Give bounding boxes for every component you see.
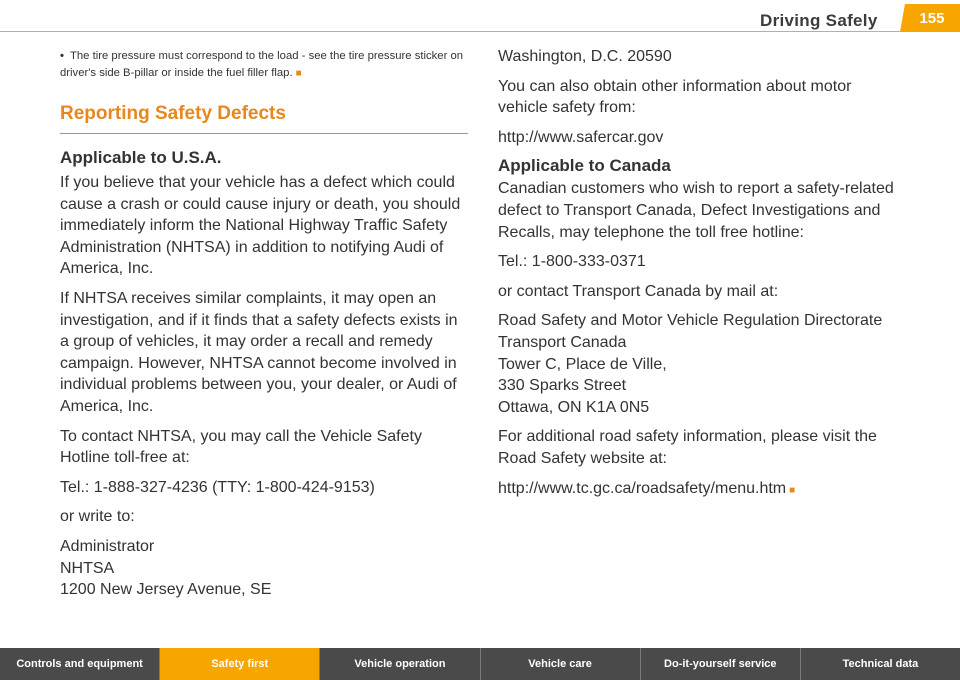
- canada-heading: Applicable to Canada: [498, 156, 671, 176]
- address-line: Administrator: [60, 537, 155, 555]
- section-title: Reporting Safety Defects: [60, 103, 468, 134]
- address-line: Tower C, Place de Ville,: [498, 355, 667, 373]
- header-divider: [0, 31, 900, 32]
- address-line: 330 Sparks Street: [498, 377, 627, 395]
- address-line: Transport Canada: [498, 333, 627, 351]
- road-safety-paragraph: For additional road safety information, please visit the Road Safety website at:: [498, 428, 877, 467]
- tire-pressure-note: [60, 48, 470, 82]
- usa-paragraph-1: If you believe that your vehicle has a defect which could cause a crash or could cause injury or death, you should immediately inform the National Highway Traffic Safety Administration (NHTSA) in addition to notifying Audi of America, Inc.: [60, 174, 461, 278]
- address-line: 1200 New Jersey Avenue, SE: [60, 581, 272, 599]
- usa-paragraph-2: If NHTSA receives similar complaints, it may open an investigation, and if it finds that a safety defects exists in a group of vehicles, it may order a recall and remedy campaign. However, NHTSA cannot become involved in individual problems between you, your dealer, or Audi of America, Inc.: [60, 289, 458, 415]
- usa-paragraph-3: To contact NHTSA, you may call the Vehicle Safety Hotline toll-free at:: [60, 427, 422, 467]
- canada-address: [498, 310, 898, 418]
- nav-technical-data[interactable]: Technical data: [842, 657, 919, 670]
- road-safety-url-line: [498, 478, 898, 502]
- info-paragraph: You can also obtain other information about motor vehicle safety from:: [498, 77, 852, 117]
- usa-write-to: or write to:: [60, 508, 135, 526]
- address-line: NHTSA: [60, 559, 115, 577]
- nav-vehicle-care[interactable]: Vehicle care: [481, 648, 641, 680]
- note-bullet: •: [60, 50, 64, 62]
- usa-address: [60, 536, 470, 601]
- page-number: 155: [919, 9, 945, 27]
- note-text: The tire pressure must correspond to the load - see the tire pressure sticker on driver's side B-pillar or inside the fuel filler flap.: [60, 50, 464, 79]
- running-header-title: Driving Safely: [760, 11, 878, 30]
- left-column: [60, 48, 470, 601]
- chapter-nav-bar: [0, 648, 960, 680]
- canada-mail: or contact Transport Canada by mail at:: [498, 282, 779, 300]
- usa-heading: Applicable to U.S.A.: [60, 148, 222, 167]
- section-end-mark: ■: [789, 484, 796, 496]
- canada-paragraph: Canadian customers who wish to report a safety-related defect to Transport Canada, Defect Investigations and Recalls, may telephone the toll free hotline:: [498, 180, 894, 241]
- address-line: Road Safety and Motor Vehicle Regulation Directorate: [498, 312, 883, 330]
- road-safety-url[interactable]: http://www.tc.gc.ca/roadsafety/menu.htm: [498, 479, 787, 497]
- usa-address-continued: Washington, D.C. 20590: [498, 48, 672, 65]
- page-number-tab: [900, 4, 960, 32]
- note-end-mark: ■: [295, 68, 302, 79]
- nav-do-it-yourself-service[interactable]: Do-it-yourself service: [641, 648, 801, 680]
- address-line: Ottawa, ON K1A 0N5: [498, 398, 650, 416]
- usa-telephone: Tel.: 1-888-327-4236 (TTY: 1-800-424-9153): [60, 478, 375, 496]
- nav-controls-and-equipment[interactable]: Controls and equipment: [0, 648, 160, 680]
- nav-safety-first[interactable]: Safety first: [160, 648, 320, 680]
- canada-telephone: Tel.: 1-800-333-0371: [498, 253, 646, 271]
- nav-vehicle-operation[interactable]: Vehicle operation: [320, 648, 480, 680]
- safercar-url[interactable]: http://www.safercar.gov: [498, 128, 664, 146]
- right-column: [498, 46, 898, 509]
